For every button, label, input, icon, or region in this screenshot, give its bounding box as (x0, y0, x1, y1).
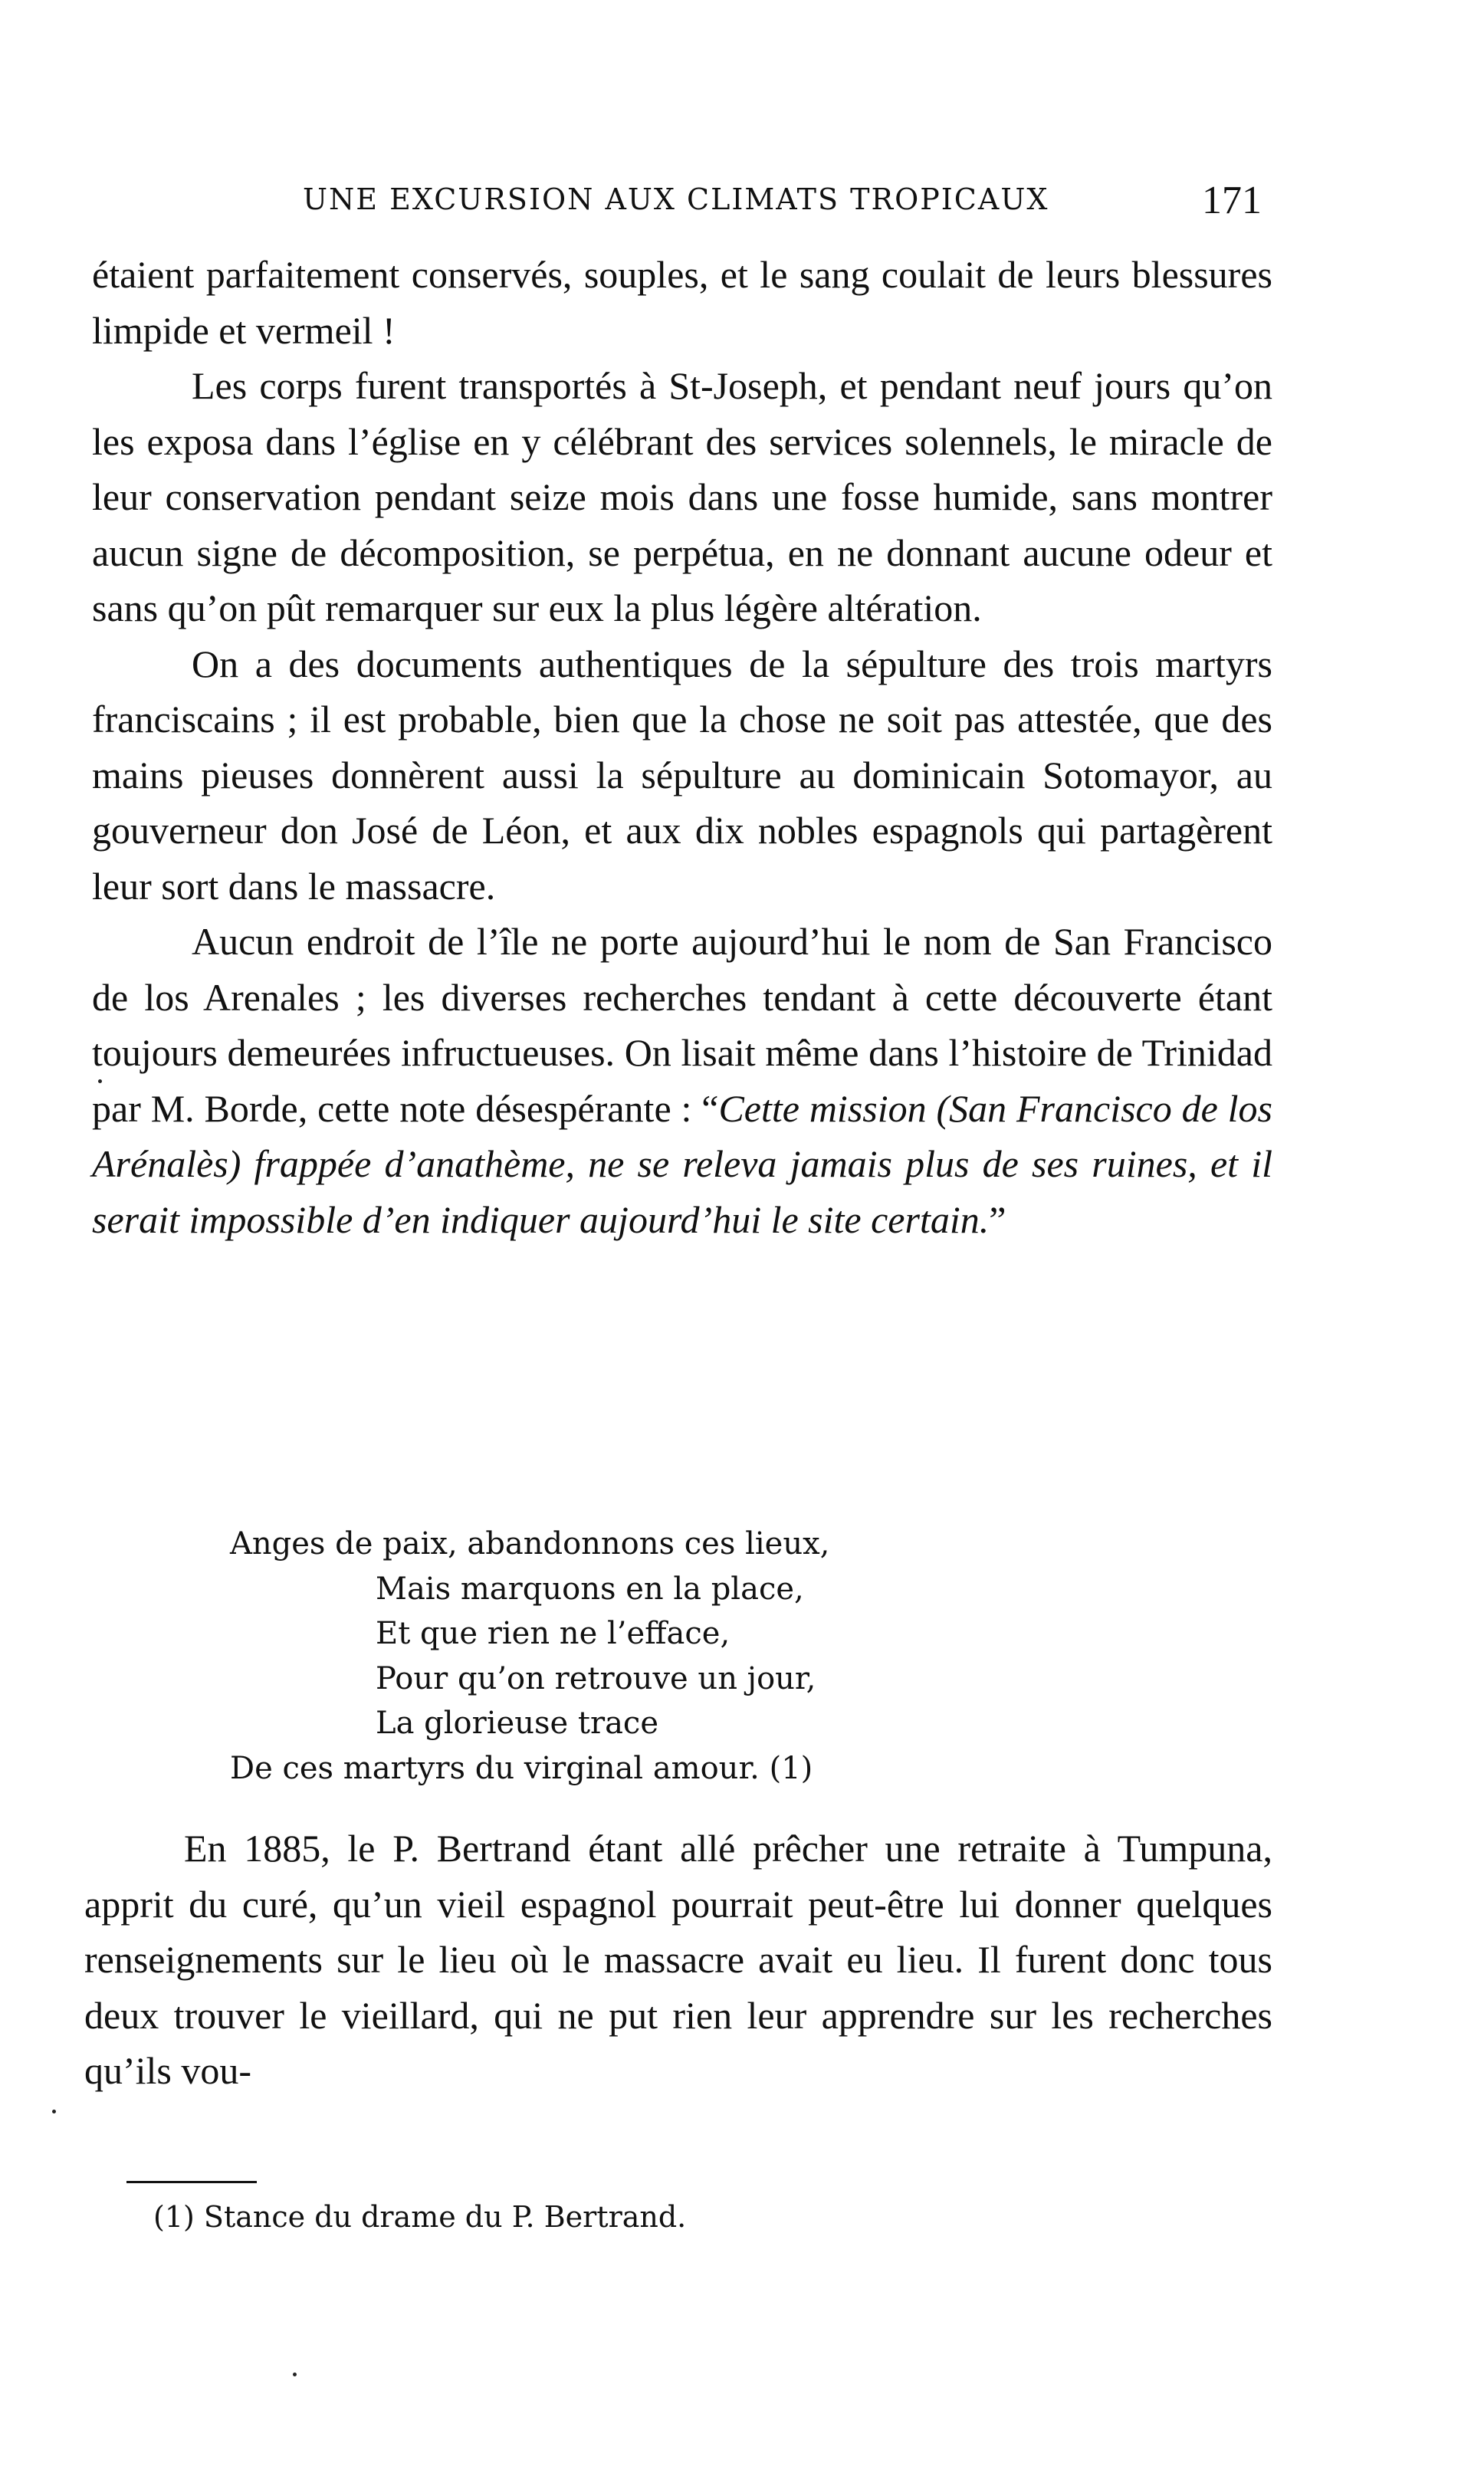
poem-line: Pour qu’on retrouve un jour, (376, 1660, 816, 1696)
main-text-block (92, 247, 1272, 1247)
footnote: (1) Stance du drame du P. Bertrand. (153, 2200, 687, 2234)
borde-quote: Cette mission (San Francisco de los Arénalès) frappée d’anathème, ne se releva jamais plus de ses ruines, et il serait impossible d’en indiquer aujourd’hui le site certain. (92, 1086, 1272, 1241)
poem-line: Et que rien ne l’efface, (376, 1616, 731, 1651)
poem-line: Anges de paix, abandonnons ces lieux, (230, 1526, 830, 1562)
paragraph-2: Les corps furent transportés à St-Joseph, et pendant neuf jours qu’on les exposa dans l’église en y célébrant des services solennels, le miracle de leur conservation pendant seize mois dans une fosse humide, sans montrer aucun signe de décomposition, se perpétua, en ne donnant aucune odeur et sans qu’on pût remarquer sur eux la plus légère altération. (92, 364, 1272, 629)
poem-line: De ces martyrs du virginal amour. (1) (230, 1750, 813, 1786)
footnote-divider (126, 2181, 257, 2183)
poem-line: Mais marquons en la place, (376, 1571, 804, 1607)
poem-stanza (230, 1522, 829, 1791)
paragraph-4-text: Aucun endroit de l’île ne porte aujourd’hui le nom de San Francisco de los Arenales ; les diverses recherches tendant à cette découverte étant toujours demeurées infructueuses. On lisait même dans l’histoire de Trinidad par M. Borde, cette note désespérante : “ (92, 920, 1272, 1130)
paragraph-1: étaient parfaitement conservés, souples, et le sang coulait de leurs blessures limpide et vermeil ! (92, 253, 1272, 352)
poem-line: La glorieuse trace (376, 1706, 658, 1741)
paragraph-5: En 1885, le P. Bertrand étant allé prêcher une retraite à Tumpuna, apprit du curé, qu’un vieil espagnol pourrait peut-être lui donner quelques renseignements sur le lieu où le massacre avait eu lieu. Il furent donc tous deux trouver le vieillard, qui ne put rien leur apprendre sur les recherches qu’ils vou- (84, 1827, 1272, 2092)
print-speck (52, 2110, 56, 2113)
print-speck (293, 2373, 297, 2376)
print-speck (98, 1079, 102, 1083)
quote-close-mark: ” (989, 1197, 1006, 1241)
page-number: 171 (1202, 179, 1262, 222)
closing-text-block (84, 1821, 1272, 2099)
paragraph-4 (92, 914, 1272, 1247)
paragraph-3: On a des documents authentiques de la sépulture des trois martyrs franciscains ; il est probable, bien que la chose ne soit pas attestée, que des mains pieuses donnèrent aussi la sépulture au dominicain Sotomayor, au gouverneur don José de Léon, et aux dix nobles espagnols qui partagèrent leur sort dans le massacre. (92, 642, 1272, 908)
running-title: UNE EXCURSION AUX CLIMATS TROPICAUX (303, 182, 1049, 216)
